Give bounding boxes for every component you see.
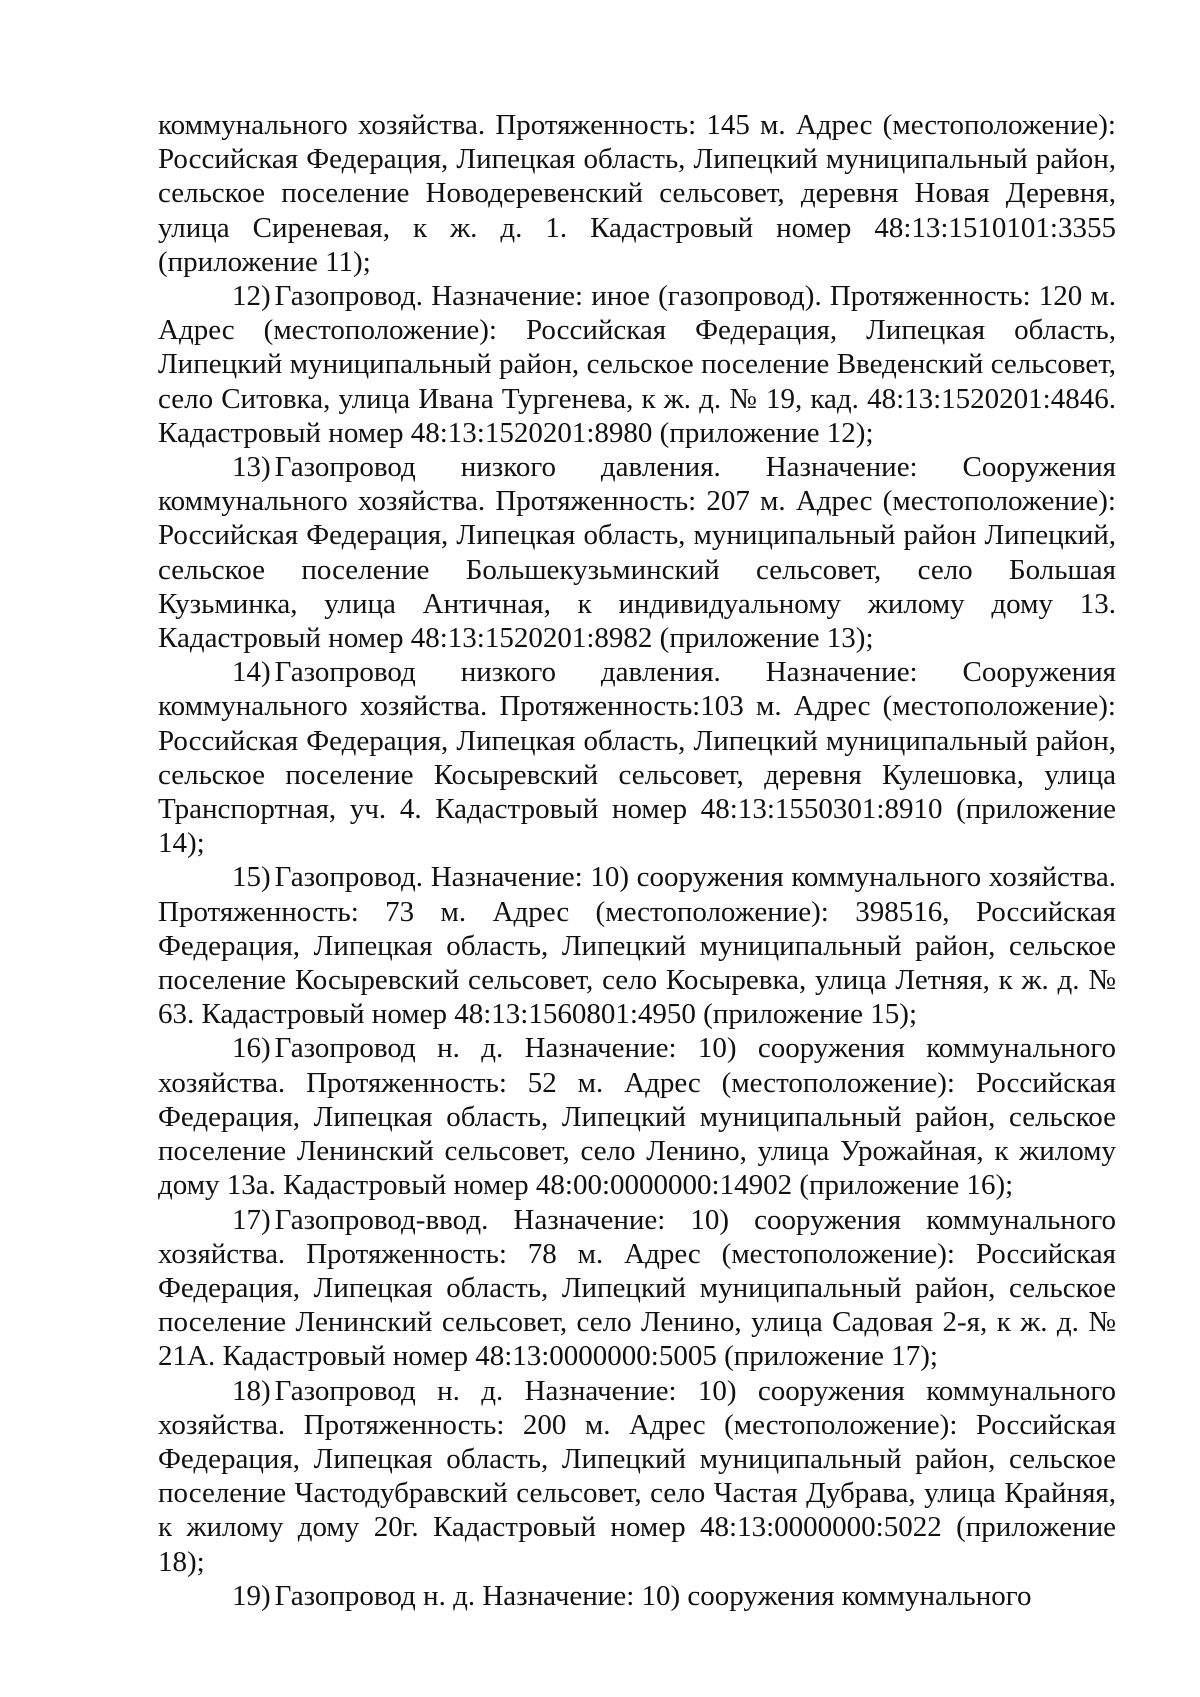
paragraph-text: коммунального хозяйства. Протяженность: 145 м. Адрес (местоположение): Российская Федерация, Липецкая область, Липецкий муниципальный район, сельское поселение Новодеревенский сельсовет, деревня Новая Деревня, улица Сиреневая, к ж. д. 1. Кадастровый номер 48:13:1510101:3355 (приложение 11);	[158, 109, 1116, 278]
item-number: 13)	[232, 451, 271, 484]
item-text: Газопровод н. д. Назначение: 10) сооружения коммунального	[274, 1579, 1032, 1612]
list-item-15	[158, 860, 1116, 1031]
list-item-13	[158, 450, 1116, 655]
item-text: Газопровод н. д. Назначение: 10) сооружения коммунального хозяйства. Протяженность: 52 м. Адрес (местоположение): Российская Федерация, Липецкая область, Липецкий муниципальный район, сельское поселение Ленинский сельсовет, село Ленино, улица Урожайная, к жилому дому 13а. Кадастровый номер 48:00:0000000:14902 (приложение 16);	[158, 1032, 1116, 1202]
item-number: 14)	[232, 656, 271, 689]
item-text: Газопровод низкого давления. Назначение: Сооружения коммунального хозяйства. Протяженность: 207 м. Адрес (местоположение): Российская Федерация, Липецкая область, муниципальный район Липецкий, сельское поселение Большекузьминский сельсовет, село Большая Кузьминка, улица Античная, к индивидуальному жилому дому 13. Кадастровый номер 48:13:1520201:8982 (приложение 13);	[158, 451, 1116, 655]
list-item-16	[158, 1031, 1116, 1202]
item-number: 15)	[232, 861, 271, 894]
item-text: Газопровод. Назначение: иное (газопровод). Протяженность: 120 м. Адрес (местоположение): Российская Федерация, Липецкая область, Липецкий муниципальный район, сельское поселение Введенский сельсовет, село Ситовка, улица Ивана Тургенева, к ж. д. № 19, кад. 48:13:1520201:4846. Кадастровый номер 48:13:1520201:8980 (приложение 12);	[158, 280, 1116, 449]
list-item-12	[158, 279, 1116, 450]
item-text: Газопровод низкого давления. Назначение: Сооружения коммунального хозяйства. Протяженность:103 м. Адрес (местоположение): Российская Федерация, Липецкая область, Липецкий муниципальный район, сельское поселение Косыревский сельсовет, деревня Кулешовка, улица Транспортная, уч. 4. Кадастровый номер 48:13:1550301:8910 (приложение 14);	[158, 656, 1116, 860]
item-text: Газопровод н. д. Назначение: 10) сооружения коммунального хозяйства. Протяженность: 200 м. Адрес (местоположение): Российская Федерация, Липецкая область, Липецкий муниципальный район, сельское поселение Частодубравский сельсовет, село Частая Дубрава, улица Крайняя, к жилому дому 20г. Кадастровый номер 48:13:0000000:5022 (приложение 18);	[158, 1374, 1116, 1578]
list-item-19	[158, 1579, 1116, 1613]
paragraph-continuation	[158, 108, 1116, 279]
list-item-18	[158, 1374, 1116, 1579]
item-number: 17)	[232, 1203, 271, 1236]
item-text: Газопровод-ввод. Назначение: 10) сооружения коммунального хозяйства. Протяженность: 78 м. Адрес (местоположение): Российская Федерация, Липецкая область, Липецкий муниципальный район, сельское поселение Ленинский сельсовет, село Ленино, улица Садовая 2-я, к ж. д. № 21А. Кадастровый номер 48:13:0000000:5005 (приложение 17);	[158, 1203, 1116, 1373]
document-page	[158, 108, 1116, 1613]
item-text: Газопровод. Назначение: 10) сооружения коммунального хозяйства. Протяженность: 73 м. Адрес (местоположение): 398516, Российская Федерация, Липецкая область, Липецкий муниципальный район, сельское поселение Косыревский сельсовет, село Косыревка, улица Летняя, к ж. д. № 63. Кадастровый номер 48:13:1560801:4950 (приложение 15);	[158, 861, 1116, 1031]
list-item-17	[158, 1203, 1116, 1374]
item-number: 19)	[232, 1579, 271, 1612]
item-number: 18)	[232, 1374, 271, 1407]
item-number: 12)	[232, 280, 271, 313]
list-item-14	[158, 655, 1116, 860]
item-number: 16)	[232, 1032, 271, 1065]
